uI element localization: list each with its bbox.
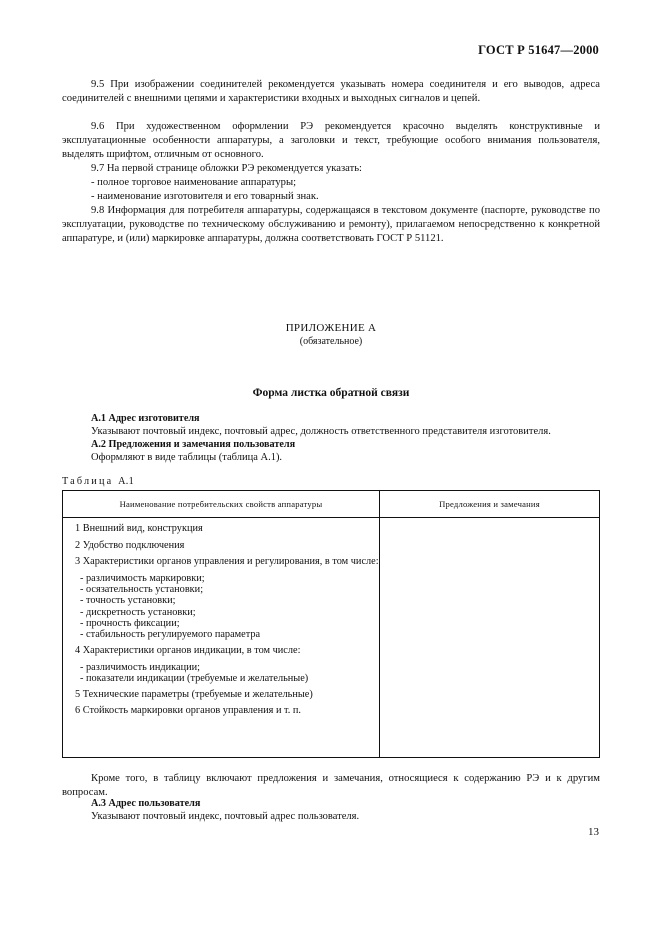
section-a3-text: Указывают почтовый индекс, почтовый адрес пользователя. [91,811,360,822]
table-item-2: 2 Удобство подключения [75,539,185,551]
section-a1-heading: А.1 Адрес изготовителя [91,413,200,424]
table-item-6: 6 Стойкость маркировки органов управления и т. п. [75,705,301,717]
table-header-properties: Наименование потребительских свойств аппаратуры [63,491,380,518]
table-header-row [63,491,600,518]
table-caption-number: А.1 [118,476,134,487]
table-item-4-sub-1: - различимость индикации; [80,662,200,674]
paragraph-9-7 [62,162,600,176]
paragraph-9-6 [62,120,600,163]
paragraph-9-7-item-b [62,190,600,204]
table-cell-properties [63,518,380,758]
section-a1-text: Указывают почтовый индекс, почтовый адрес, должность ответственного представителя изготовителя. [91,426,551,437]
table-item-3-sub-2: - осязательность установки; [80,584,204,596]
table-item-3: 3 Характеристики органов управления и регулирования, в том числе: [75,556,379,568]
after-table-note-text: Кроме того, в таблицу включают предложения и замечания, относящиеся к содержанию РЭ и к другим вопросам. [62,773,600,799]
section-a2-heading: А.2 Предложения и замечания пользователя [91,439,296,450]
section-a3-heading: А.3 Адрес пользователя [91,798,201,809]
paragraph-9-7-item-b-text: - наименование изготовителя и его товарный знак. [91,191,319,202]
paragraph-9-7-text: 9.7 На первой странице обложки РЭ рекомендуется указать: [91,163,362,174]
table-row [63,518,600,758]
appendix-subtitle: (обязательное) [299,336,363,347]
table-item-5: 5 Технические параметры (требуемые и желательные) [75,688,313,700]
paragraph-9-5-text: 9.5 При изображении соединителей рекомендуется указывать номера соединителя и его выводов, адреса соединителей с внешними цепями и характеристики входных и выходных сигналов и цепей. [62,79,600,105]
table-item-1: 1 Внешний вид, конструкция [75,523,203,534]
table-header-suggestions: Предложения и замечания [380,491,600,518]
table-item-4-sub-2: - показатели индикации (требуемые и желательные) [80,673,309,685]
table-caption-label: Таблица [62,476,114,487]
feedback-table [62,490,600,758]
table-item-3-sub-5: - прочность фиксации; [80,617,180,629]
table-item-3-sub-1: - различимость маркировки; [80,572,205,584]
paragraph-9-7-item-a-text: - полное торговое наименование аппаратуры; [91,177,297,188]
form-title: Форма листка обратной связи [252,387,410,399]
paragraph-9-8 [62,204,600,247]
table-item-3-sub-6: - стабильность регулируемого параметра [80,629,261,641]
paragraph-9-6-text: 9.6 При художественном оформлении РЭ рекомендуется красочно выделять конструктивные и эксплуатационные особенности аппаратуры, а заголовки и текст, требующие особого внимания пользователя, выделять шрифтом, отличным от основного. [62,121,600,161]
appendix-title: ПРИЛОЖЕНИЕ А [285,322,377,334]
page-number: 13 [588,826,599,838]
table-item-3-sub-4: - дискретность установки; [80,606,196,618]
paragraph-9-8-text: 9.8 Информация для потребителя аппаратуры, содержащаяся в текстовом документе (паспорте, руководстве по эксплуатации, руководстве по техническому обслуживанию и ремонту), прилагаемом непосредственно к конкретной аппаратуре, и (или) маркировке аппаратуры, должна соответствовать ГОСТ Р 51121. [62,205,600,245]
section-a2-text: Оформляют в виде таблицы (таблица А.1). [91,452,283,463]
table-item-3-sub-3: - точность установки; [80,595,176,607]
document-header-id: ГОСТ Р 51647—2000 [478,43,599,57]
paragraph-9-7-item-a [62,176,600,190]
table-cell-suggestions [380,518,600,758]
after-table-note [62,772,600,800]
table-item-4: 4 Характеристики органов индикации, в том числе: [75,644,301,656]
paragraph-9-5 [62,78,600,106]
table-caption [62,476,134,487]
